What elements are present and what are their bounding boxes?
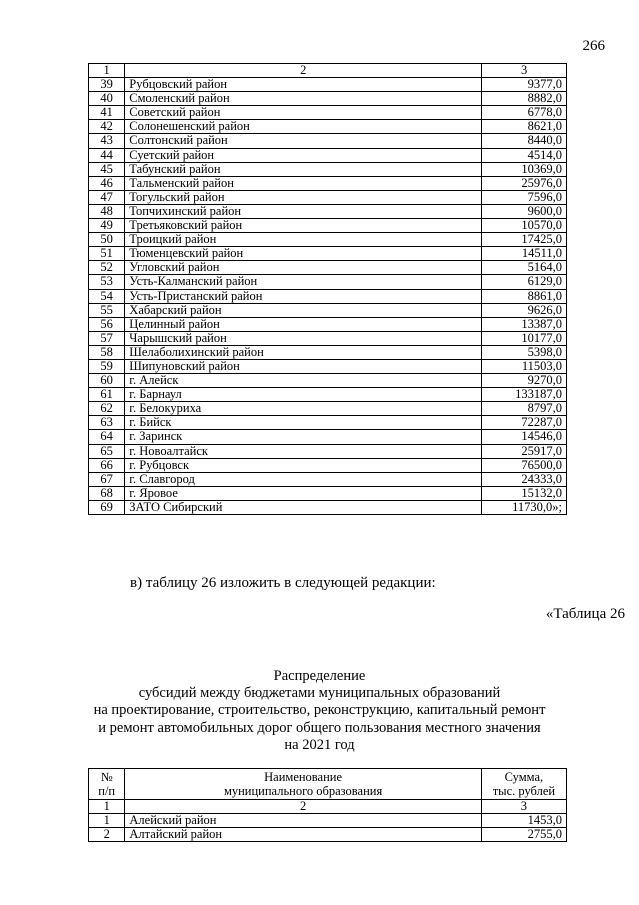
row-number: 41 (89, 106, 125, 120)
subsidy-amount: 8440,0 (482, 134, 567, 148)
row-number: 68 (89, 486, 125, 500)
table-row (89, 814, 567, 828)
row-number: 56 (89, 317, 125, 331)
municipality-name: Чарышский район (125, 331, 482, 345)
table-row (89, 374, 567, 388)
row-number: 1 (89, 814, 125, 828)
subsidy-amount: 5164,0 (482, 261, 567, 275)
table-row (89, 261, 567, 275)
municipality-name: Третьяковский район (125, 219, 482, 233)
table-row (89, 430, 567, 444)
row-number: 54 (89, 289, 125, 303)
subsidy-amount: 11503,0 (482, 359, 567, 373)
municipality-name: Солонешенский район (125, 120, 482, 134)
amendment-paragraph: в) таблицу 26 изложить в следующей редакции: (130, 575, 436, 591)
row-number: 46 (89, 176, 125, 190)
heading-line: Распределение (273, 668, 366, 684)
municipality-name: Хабарский район (125, 303, 482, 317)
row-number: 52 (89, 261, 125, 275)
municipality-name: Суетский район (125, 148, 482, 162)
subsidy-amount: 9270,0 (482, 374, 567, 388)
row-number: 64 (89, 430, 125, 444)
table-row (89, 444, 567, 458)
municipality-name: Солтонский район (125, 134, 482, 148)
table-row (89, 219, 567, 233)
column-number-1: 1 (89, 64, 125, 78)
column-number-2: 2 (125, 64, 482, 78)
municipality-name: г. Славгород (125, 472, 482, 486)
header-line: Сумма, (504, 770, 544, 784)
row-number: 2 (89, 828, 125, 842)
subsidy-amount: 6129,0 (482, 275, 567, 289)
municipality-name: г. Бийск (125, 416, 482, 430)
table-row (89, 148, 567, 162)
header-line: п/п (98, 784, 116, 798)
row-number: 59 (89, 359, 125, 373)
column-number-2: 2 (125, 800, 481, 814)
heading-line: на 2021 год (284, 736, 355, 753)
subsidy-amount: 8797,0 (482, 402, 567, 416)
municipality-name: Смоленский район (125, 92, 482, 106)
municipality-name: г. Заринск (125, 430, 482, 444)
municipality-name: ЗАТО Сибирский (125, 500, 482, 514)
column-number-3: 3 (482, 64, 567, 78)
row-number: 58 (89, 345, 125, 359)
row-number: 51 (89, 247, 125, 261)
table-row (89, 247, 567, 261)
row-number: 45 (89, 162, 125, 176)
municipality-name: Угловский район (125, 261, 482, 275)
subsidy-amount: 14511,0 (482, 247, 567, 261)
subsidy-amount: 8621,0 (482, 120, 567, 134)
subsidy-amount: 9600,0 (482, 204, 567, 218)
header-sum (481, 769, 566, 800)
municipality-name: Троицкий район (125, 233, 482, 247)
municipality-name: Шипуновский район (125, 359, 482, 373)
header-number (89, 769, 125, 800)
row-number: 49 (89, 219, 125, 233)
subsidy-amount: 76500,0 (482, 458, 567, 472)
municipality-name: Табунский район (125, 162, 482, 176)
table-row (89, 359, 567, 373)
table-row (89, 289, 567, 303)
subsidy-amount: 10177,0 (482, 331, 567, 345)
table-row (89, 176, 567, 190)
header-line: муниципального образования (223, 784, 383, 798)
table-row (89, 402, 567, 416)
row-number: 55 (89, 303, 125, 317)
row-number: 62 (89, 402, 125, 416)
subsidy-amount: 133187,0 (482, 388, 567, 402)
page-number: 266 (582, 38, 605, 54)
subsidy-amount: 9377,0 (482, 78, 567, 92)
row-number: 44 (89, 148, 125, 162)
table-row (89, 458, 567, 472)
subsidy-amount: 24333,0 (482, 472, 567, 486)
table-row (89, 134, 567, 148)
municipality-name: Советский район (125, 106, 482, 120)
row-number: 67 (89, 472, 125, 486)
table-heading (0, 668, 639, 754)
table-row (89, 106, 567, 120)
column-number-3: 3 (481, 800, 566, 814)
heading-line: субсидий между бюджетами муниципальных образований (138, 685, 501, 702)
table-row (89, 162, 567, 176)
table-row (89, 204, 567, 218)
table-row (89, 331, 567, 345)
row-number: 48 (89, 204, 125, 218)
heading-line: и ремонт автомобильных дорог общего пользования местного значения (98, 719, 541, 736)
subsidy-amount: 10369,0 (482, 162, 567, 176)
row-number: 63 (89, 416, 125, 430)
municipality-name: г. Алейск (125, 374, 482, 388)
municipality-name: Алейский район (125, 814, 481, 828)
municipality-name: Усть-Пристанский район (125, 289, 482, 303)
row-number: 61 (89, 388, 125, 402)
table-body (89, 64, 567, 515)
subsidy-amount: 72287,0 (482, 416, 567, 430)
subsidy-amount: 4514,0 (482, 148, 567, 162)
row-number: 39 (89, 78, 125, 92)
table-row (89, 317, 567, 331)
table-row (89, 500, 567, 514)
heading-line: на проектирование, строительство, реконструкцию, капитальный ремонт (93, 702, 546, 719)
table-row (89, 275, 567, 289)
table-row (89, 92, 567, 106)
header-name (125, 769, 481, 800)
table-row (89, 120, 567, 134)
table-row (89, 78, 567, 92)
row-number: 50 (89, 233, 125, 247)
table-caption: «Таблица 26 (545, 606, 625, 622)
municipality-name: Целинный район (125, 317, 482, 331)
subsidy-amount: 9626,0 (482, 303, 567, 317)
table-header-row (89, 769, 567, 800)
subsidy-amount: 6778,0 (482, 106, 567, 120)
subsidy-table-continued (88, 63, 567, 515)
municipality-name: Шелаболихинский район (125, 345, 482, 359)
municipality-name: Рубцовский район (125, 78, 482, 92)
subsidy-amount: 8882,0 (482, 92, 567, 106)
column-number-1: 1 (89, 800, 125, 814)
municipality-name: Усть-Калманский район (125, 275, 482, 289)
row-number: 57 (89, 331, 125, 345)
subsidy-amount: 15132,0 (482, 486, 567, 500)
table-row (89, 303, 567, 317)
row-number: 60 (89, 374, 125, 388)
table-row (89, 345, 567, 359)
row-number: 65 (89, 444, 125, 458)
column-numbering-row (89, 800, 567, 814)
municipality-name: Топчихинский район (125, 204, 482, 218)
row-number: 42 (89, 120, 125, 134)
subsidy-amount: 1453,0 (481, 814, 566, 828)
municipality-name: Тюменцевский район (125, 247, 482, 261)
municipality-name: г. Яровое (125, 486, 482, 500)
subsidy-amount: 17425,0 (482, 233, 567, 247)
header-line: тыс. рублей (492, 784, 556, 798)
subsidy-amount: 14546,0 (482, 430, 567, 444)
row-number: 47 (89, 190, 125, 204)
subsidy-amount: 25917,0 (482, 444, 567, 458)
subsidy-distribution-table (88, 768, 567, 842)
subsidy-amount: 10570,0 (482, 219, 567, 233)
table-row (89, 828, 567, 842)
table-row (89, 486, 567, 500)
subsidy-amount: 5398,0 (482, 345, 567, 359)
row-number: 40 (89, 92, 125, 106)
row-number: 69 (89, 500, 125, 514)
header-line: Наименование (264, 770, 343, 784)
row-number: 43 (89, 134, 125, 148)
municipality-name: Алтайский район (125, 828, 481, 842)
subsidy-amount: 2755,0 (481, 828, 566, 842)
table-body (89, 769, 567, 842)
subsidy-amount: 7596,0 (482, 190, 567, 204)
table-header-row (89, 64, 567, 78)
table-row (89, 472, 567, 486)
table-row (89, 190, 567, 204)
municipality-name: Тогульский район (125, 190, 482, 204)
subsidy-amount: 11730,0»; (482, 500, 567, 514)
municipality-name: г. Белокуриха (125, 402, 482, 416)
municipality-name: г. Новоалтайск (125, 444, 482, 458)
row-number: 66 (89, 458, 125, 472)
municipality-name: г. Рубцовск (125, 458, 482, 472)
municipality-name: Тальменский район (125, 176, 482, 190)
row-number: 53 (89, 275, 125, 289)
table-row (89, 416, 567, 430)
subsidy-amount: 8861,0 (482, 289, 567, 303)
header-line: № (100, 770, 113, 784)
subsidy-amount: 13387,0 (482, 317, 567, 331)
table-row (89, 233, 567, 247)
table-row (89, 388, 567, 402)
municipality-name: г. Барнаул (125, 388, 482, 402)
subsidy-amount: 25976,0 (482, 176, 567, 190)
